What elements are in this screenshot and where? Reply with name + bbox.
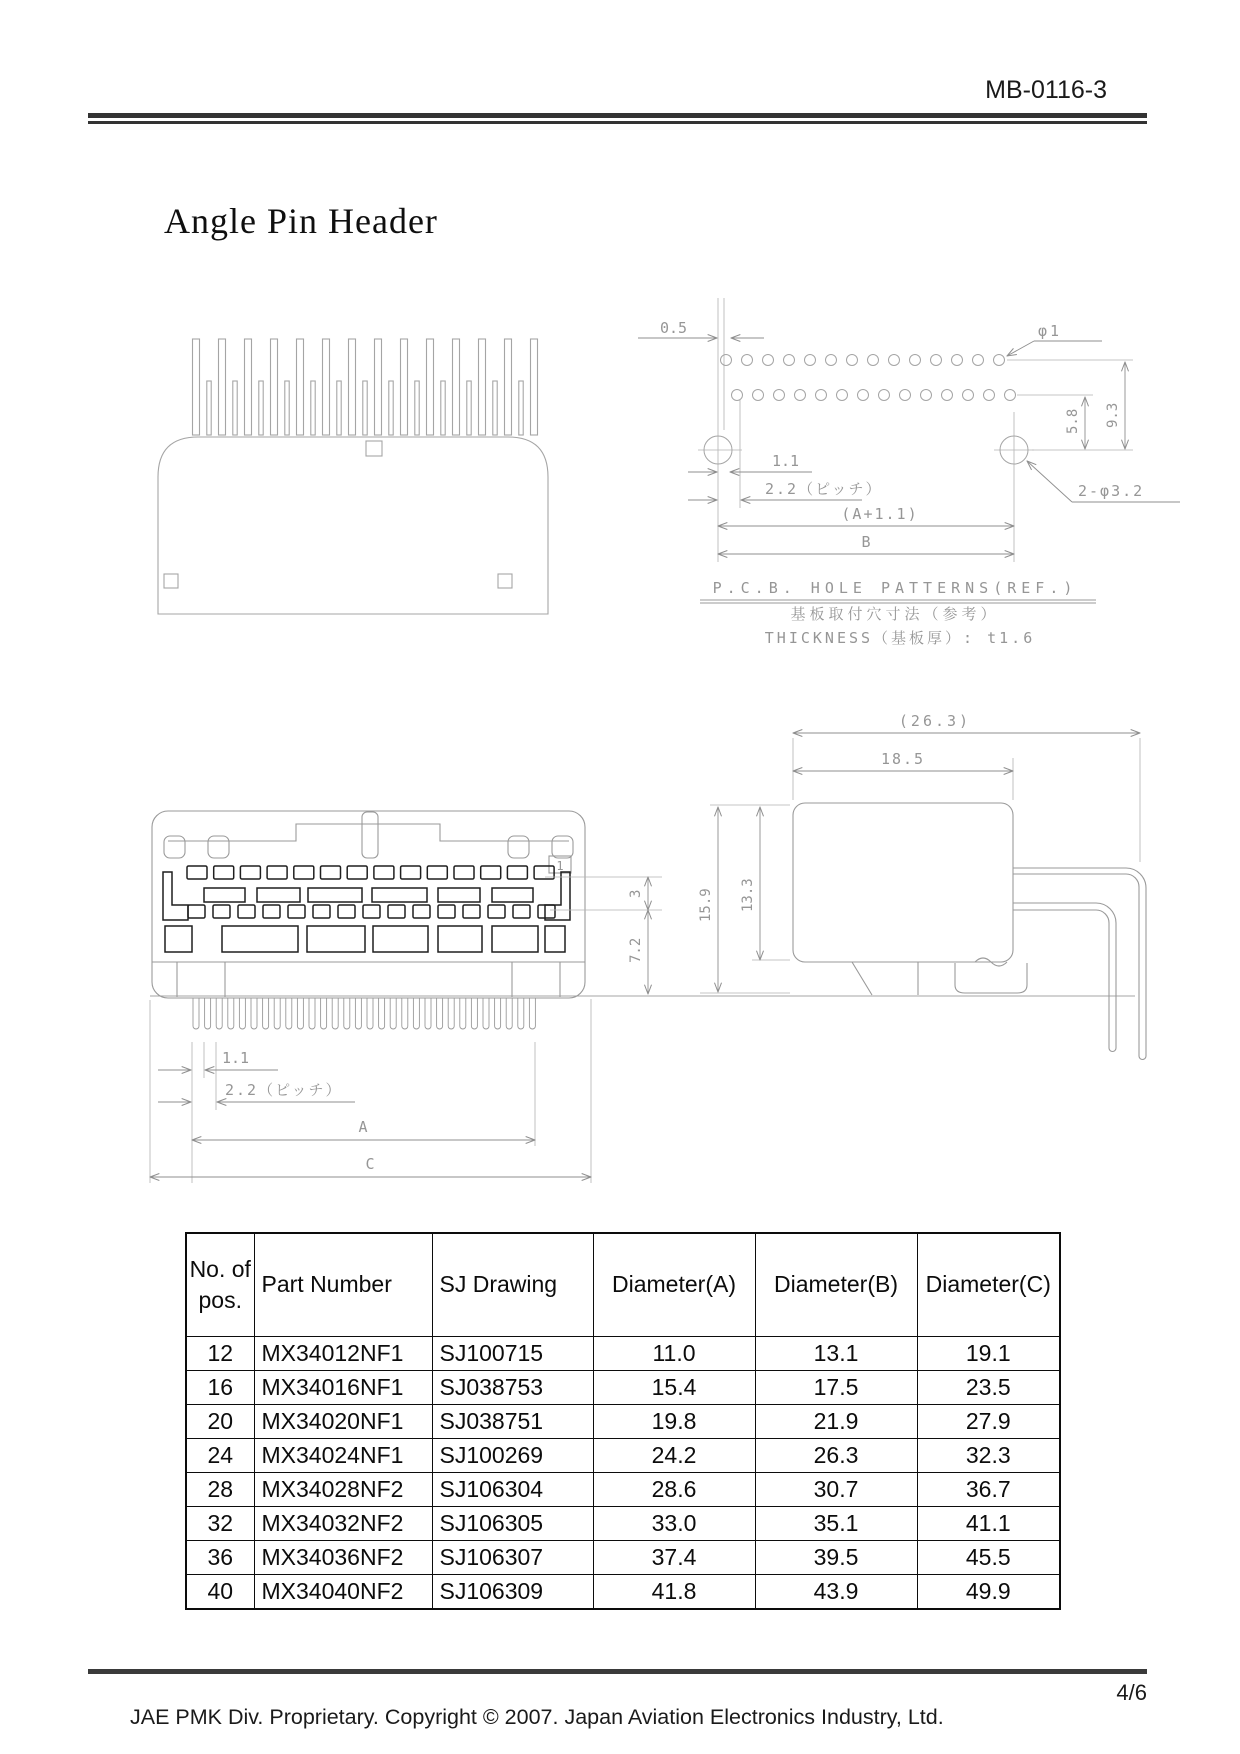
table-cell: MX34024NF1 [254,1439,432,1473]
document-number: MB-0116-3 [985,76,1107,104]
table-cell: 15.4 [593,1371,755,1405]
table-cell: MX34040NF2 [254,1575,432,1610]
col-header-part-number: Part Number [254,1233,432,1337]
table-cell: SJ106307 [432,1541,593,1575]
page-title: Angle Pin Header [164,201,438,241]
table-cell: 40 [186,1575,254,1610]
side-dim-26-3-label: (26.3) [898,712,972,730]
col-header-diameter-c: Diameter(C) [917,1233,1060,1337]
hole-circles [704,355,1028,465]
side-dim-15-9-label: 15.9 [698,888,714,922]
table-cell: 39.5 [755,1541,917,1575]
table-cell: 32.3 [917,1439,1060,1473]
table-cell: 32 [186,1507,254,1541]
table-row [186,1371,1060,1405]
table-cell: 19.8 [593,1405,755,1439]
front-dim-pitch-label: 2.2（ピッチ） [225,1081,343,1099]
dim-a-plus-label: (A+1.1) [841,505,919,523]
col-header-diameter-b: Diameter(B) [755,1233,917,1337]
table-cell: 33.0 [593,1507,755,1541]
table-row [186,1439,1060,1473]
hole-pattern-caption-jp: 基板取付穴寸法（参考） [790,605,1000,623]
table-cell: MX34036NF2 [254,1541,432,1575]
table-cell: MX34032NF2 [254,1507,432,1541]
table-cell: SJ038751 [432,1405,593,1439]
table-cell: 11.0 [593,1337,755,1371]
top-view-drawing [158,339,548,614]
page-number: 4/6 [1116,1680,1147,1705]
front-dim-7-2-label: 7.2 [628,937,644,963]
table-cell: SJ038753 [432,1371,593,1405]
front-dim-c-label: C [365,1155,375,1173]
pcb-hole-pattern-drawing [638,298,1180,647]
table-cell: 20 [186,1405,254,1439]
table-cell: 16 [186,1371,254,1405]
table-row [186,1405,1060,1439]
front-dim-3-label: 3 [628,889,644,898]
hole-pattern-caption-en: P.C.B. HOLE PATTERNS(REF.) [712,579,1078,597]
table-cell: 21.9 [755,1405,917,1439]
table-cell: 19.1 [917,1337,1060,1371]
front-dim-1-1-label: 1.1 [222,1049,250,1067]
table-cell: 24 [186,1439,254,1473]
pin-hole-rows [163,866,570,952]
table-cell: 28.6 [593,1473,755,1507]
table-cell: 36 [186,1541,254,1575]
table-cell: 30.7 [755,1473,917,1507]
table-row [186,1507,1060,1541]
side-view-drawing [698,712,1146,1060]
table-cell: MX34020NF1 [254,1405,432,1439]
dim-5-8-label: 5.8 [1065,408,1081,434]
front-dimension-lines [150,877,648,1177]
dia-mount-hole-label: 2-φ3.2 [1078,482,1145,500]
copyright-notice: JAE PMK Div. Proprietary. Copyright © 2007. Japan Aviation Electronics Industry, Ltd. [130,1705,944,1729]
footer-rule [88,1669,1147,1674]
side-extension-lines [700,738,1140,993]
table-row [186,1575,1060,1610]
dim-0-5-label: 0.5 [660,319,688,337]
dim-9-3-label: 9.3 [1105,402,1121,428]
table-cell: 26.3 [755,1439,917,1473]
table-cell: 27.9 [917,1405,1060,1439]
front-view-drawing [150,811,662,1183]
table-cell: 23.5 [917,1371,1060,1405]
table-cell: 37.4 [593,1541,755,1575]
table-header-row [186,1233,1060,1337]
table-cell: 17.5 [755,1371,917,1405]
table-cell: SJ106309 [432,1575,593,1610]
side-dim-13-3-label: 13.3 [740,878,756,912]
front-dim-a-label: A [358,1118,368,1136]
table-cell: 41.8 [593,1575,755,1610]
table-cell: MX34016NF1 [254,1371,432,1405]
table-cell: 28 [186,1473,254,1507]
pin1-label: 1 [556,859,564,873]
table-cell: 41.1 [917,1507,1060,1541]
side-body [793,803,1146,1060]
table-row [186,1541,1060,1575]
col-header-sj-drawing: SJ Drawing [432,1233,593,1337]
table-cell: 45.5 [917,1541,1060,1575]
table-cell: SJ100269 [432,1439,593,1473]
parts-table-body [186,1337,1060,1610]
table-cell: 24.2 [593,1439,755,1473]
table-cell: 35.1 [755,1507,917,1541]
table-cell: 13.1 [755,1337,917,1371]
table-cell: MX34012NF1 [254,1337,432,1371]
table-cell: 36.7 [917,1473,1060,1507]
top-view-pins [193,339,538,435]
side-dimension-lines [718,733,1140,992]
dim-b-label: B [861,533,871,551]
thickness-note: THICKNESS（基板厚）: t1.6 [764,629,1036,647]
col-header-pos: No. of pos. [186,1233,254,1337]
side-dim-18-5-label: 18.5 [880,750,926,768]
table-cell: 43.9 [755,1575,917,1610]
table-cell: SJ100715 [432,1337,593,1371]
table-cell: SJ106304 [432,1473,593,1507]
dia-pin-hole-label: φ1 [1038,322,1063,340]
col-header-diameter-a: Diameter(A) [593,1233,755,1337]
table-cell: SJ106305 [432,1507,593,1541]
dim-1-1-label: 1.1 [772,452,800,470]
table-cell: 12 [186,1337,254,1371]
table-cell: MX34028NF2 [254,1473,432,1507]
dim-pitch-label: 2.2（ピッチ） [765,480,883,498]
parts-table [185,1232,1061,1610]
table-row [186,1473,1060,1507]
table-row [186,1337,1060,1371]
table-cell: 49.9 [917,1575,1060,1610]
